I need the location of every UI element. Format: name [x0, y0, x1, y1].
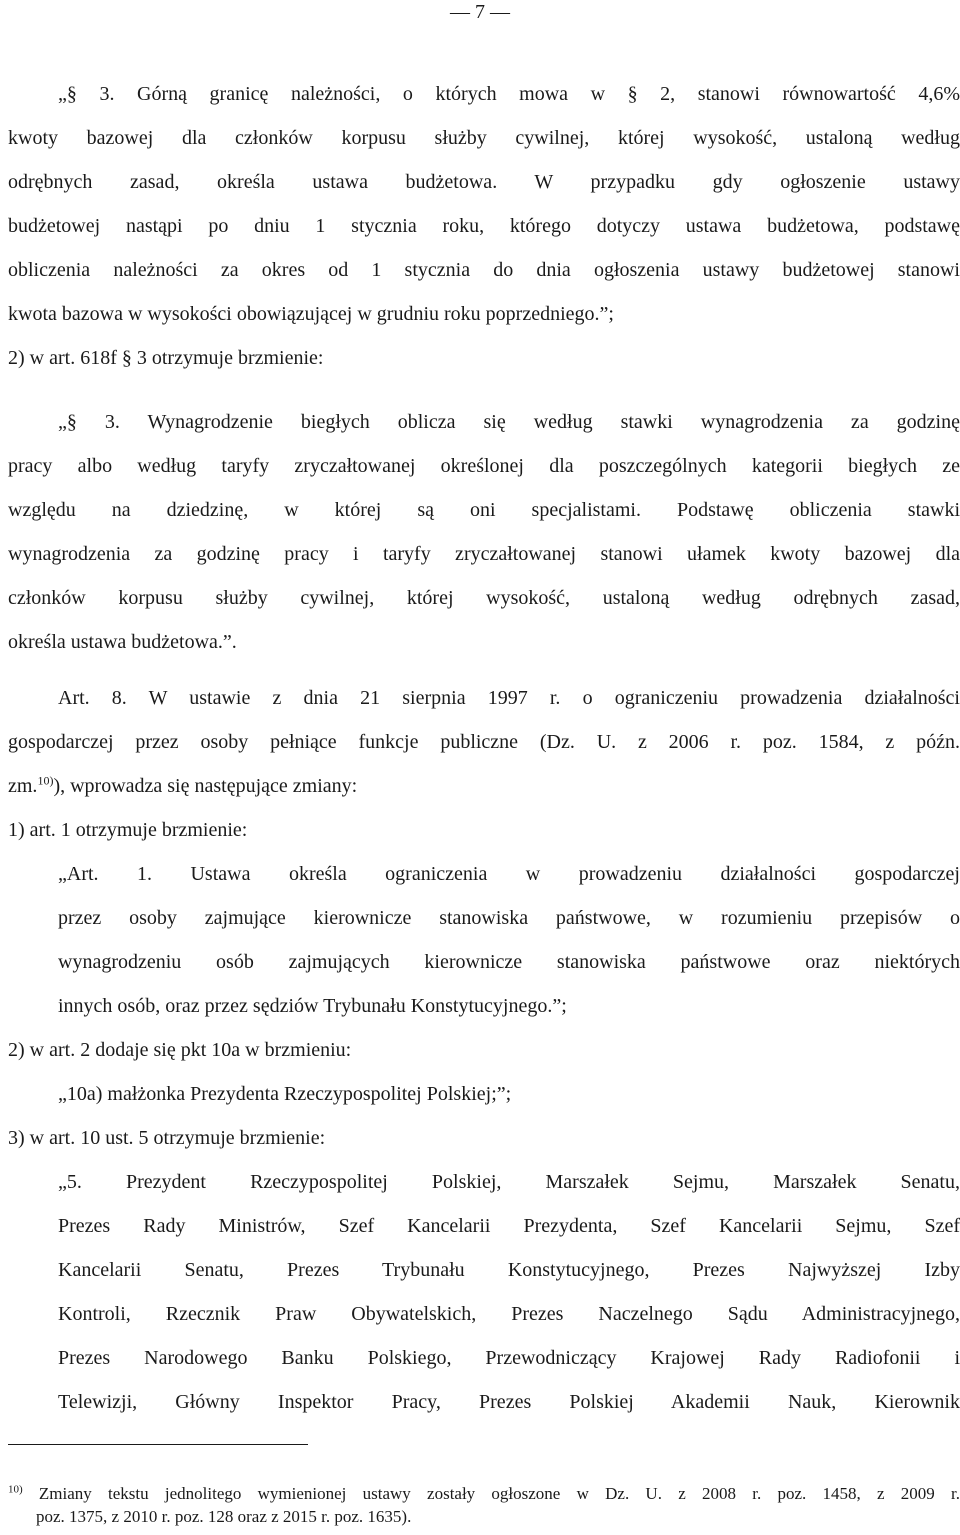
- text-line: 2) w art. 2 dodaje się pkt 10a w brzmieniu:: [8, 1039, 352, 1061]
- text-line: Prezes Rady Ministrów, Szef Kancelarii Prezydenta, Szef Kancelarii Sejmu, Szef: [58, 1215, 960, 1237]
- text-line: członków korpusu służby cywilnej, której wysokość, ustaloną według odrębnych zasad,: [8, 587, 960, 609]
- footnote-line: poz. 1375, z 2010 r. poz. 128 oraz z 2015 r. poz. 1635).: [36, 1507, 412, 1526]
- text-line: „5. Prezydent Rzeczypospolitej Polskiej, Marszałek Sejmu, Marszałek Senatu,: [58, 1171, 960, 1193]
- text-line: przez osoby zajmujące kierownicze stanowiska państwowe, w rozumieniu przepisów o: [58, 907, 960, 929]
- text-line: odrębnych zasad, określa ustawa budżetowa. W przypadku gdy ogłoszenie ustawy: [8, 171, 960, 193]
- text-line: obliczenia należności za okres od 1 stycznia do dnia ogłoszenia ustawy budżetowej stanowi: [8, 259, 960, 281]
- text-line: „§ 3. Górną granicę należności, o których mowa w § 2, stanowi równowartość 4,6%: [58, 83, 960, 105]
- text-line: innych osób, oraz przez sędziów Trybunału Konstytucyjnego.”;: [58, 995, 567, 1017]
- footnote-divider: [8, 1444, 308, 1445]
- text-line: 2) w art. 618f § 3 otrzymuje brzmienie:: [8, 347, 324, 369]
- footnote-ref: 10): [37, 773, 54, 788]
- footnote-text: Zmiany tekstu jednolitego wymienionej ustawy zostały ogłoszone w Dz. U. z 2008 r. poz. 1458, z 2009 r.: [38, 1484, 960, 1503]
- text-line: Kontroli, Rzecznik Praw Obywatelskich, Prezes Naczelnego Sądu Administracyjnego,: [58, 1303, 960, 1325]
- footnote-mark: 10): [8, 1483, 23, 1496]
- text-fragment: ), wprowadza się następujące zmiany:: [53, 775, 358, 797]
- text-line: wynagrodzenia za godzinę pracy i taryfy zryczałtowanej stanowi ułamek kwoty bazowej dla: [8, 543, 960, 565]
- text-line: 1) art. 1 otrzymuje brzmienie:: [8, 819, 248, 841]
- text-line: kwota bazowa w wysokości obowiązującej w grudniu roku poprzedniego.”;: [8, 303, 614, 325]
- footnote-line: [8, 1482, 960, 1505]
- text-line: względu na dziedzinę, w której są oni specjalistami. Podstawę obliczenia stawki: [8, 499, 960, 521]
- text-line: pracy albo według taryfy zryczałtowanej określonej dla poszczególnych kategorii biegłych ze: [8, 455, 960, 477]
- text-line: Art. 8. W ustawie z dnia 21 sierpnia 1997 r. o ograniczeniu prowadzenia działalności: [58, 687, 960, 709]
- text-line: Prezes Narodowego Banku Polskiego, Przewodniczący Krajowej Rady Radiofonii i: [58, 1347, 960, 1369]
- text-line: budżetowej nastąpi po dniu 1 stycznia roku, którego dotyczy ustawa budżetowa, podstawę: [8, 215, 960, 237]
- text-line: wynagrodzeniu osób zajmujących kierownicze stanowiska państwowe oraz niektórych: [58, 951, 960, 973]
- text-line: [8, 772, 960, 800]
- text-line: „§ 3. Wynagrodzenie biegłych oblicza się według stawki wynagrodzenia za godzinę: [58, 411, 960, 433]
- text-line: Telewizji, Główny Inspektor Pracy, Prezes Polskiej Akademii Nauk, Kierownik: [58, 1391, 960, 1413]
- text-fragment: zm.: [8, 775, 38, 797]
- text-line: 3) w art. 10 ust. 5 otrzymuje brzmienie:: [8, 1127, 326, 1149]
- text-line: „Art. 1. Ustawa określa ograniczenia w prowadzeniu działalności gospodarczej: [58, 863, 960, 885]
- text-line: „10a) małżonka Prezydenta Rzeczypospolitej Polskiej;”;: [58, 1083, 512, 1105]
- text-line: kwoty bazowej dla członków korpusu służby cywilnej, której wysokość, ustaloną według: [8, 127, 960, 149]
- text-line: gospodarczej przez osoby pełniące funkcje publiczne (Dz. U. z 2006 r. poz. 1584, z późn.: [8, 731, 960, 753]
- page-number: — 7 —: [450, 1, 510, 23]
- text-line: określa ustawa budżetowa.”.: [8, 631, 237, 653]
- text-line: Kancelarii Senatu, Prezes Trybunału Konstytucyjnego, Prezes Najwyższej Izby: [58, 1259, 960, 1281]
